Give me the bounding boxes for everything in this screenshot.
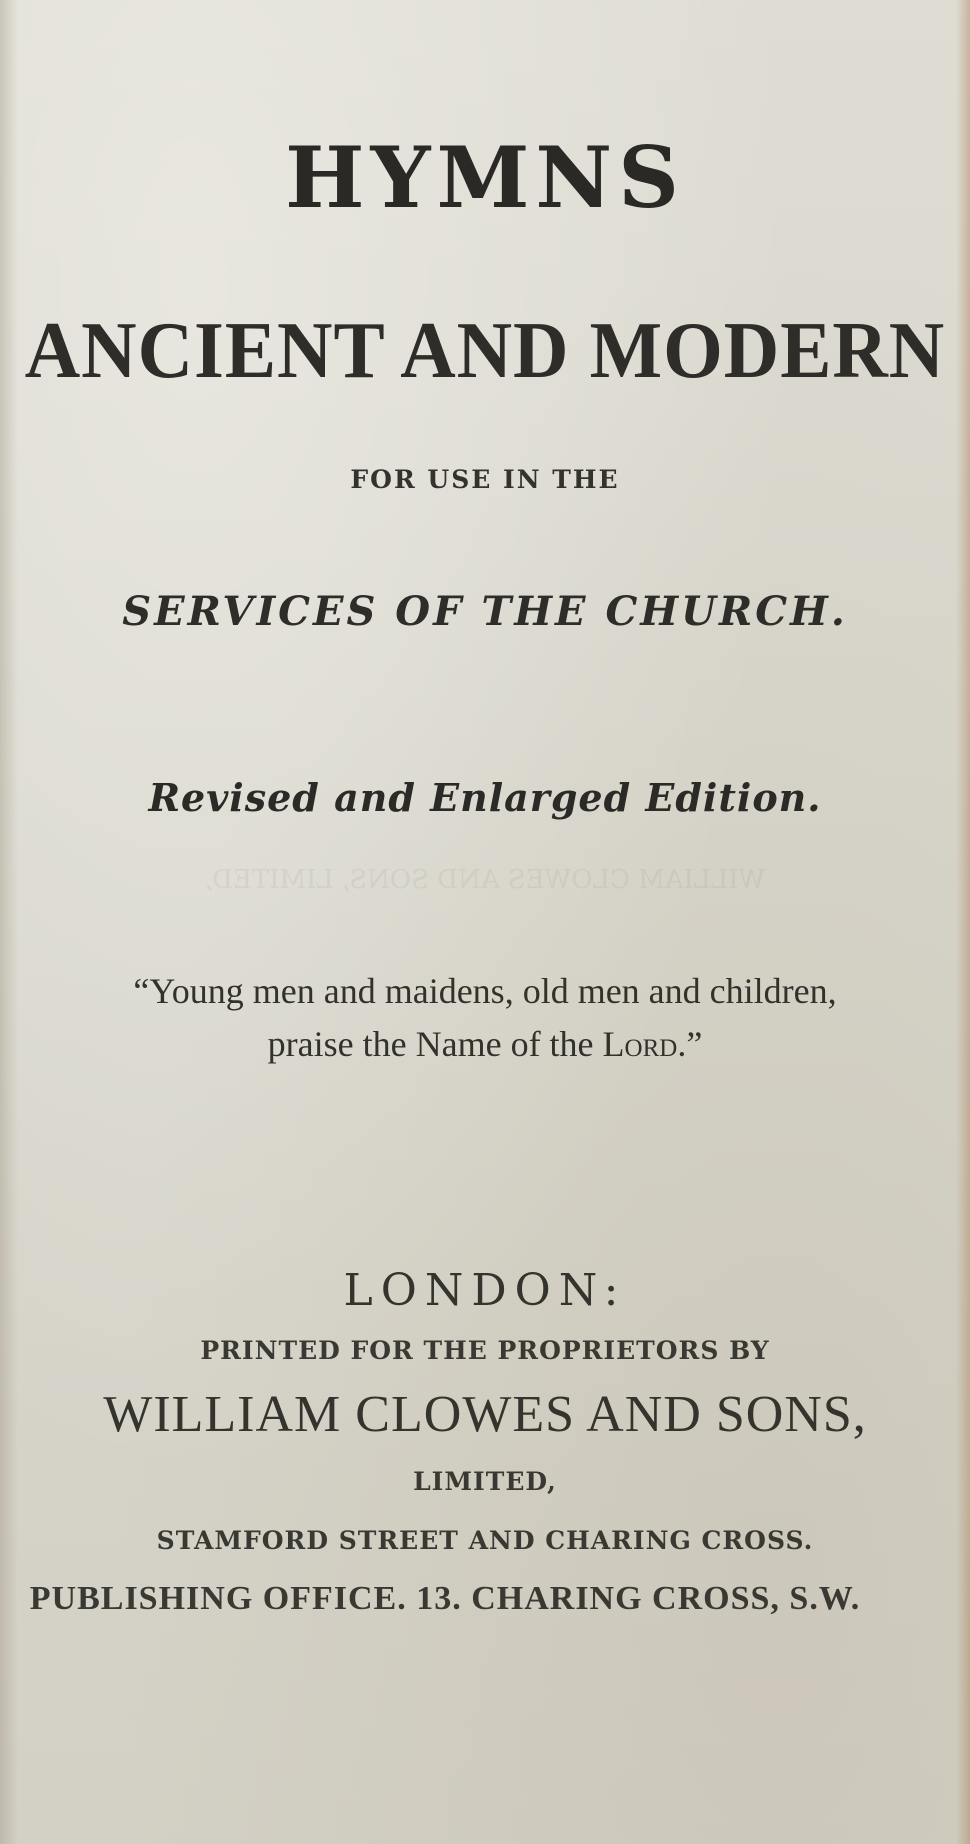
imprint-printer: WILLIAM CLOWES AND SONS,: [103, 1386, 867, 1443]
epigraph-line-2: [0, 1023, 970, 1065]
book-title: HYMNS: [285, 128, 685, 227]
imprint-publishing-office: PUBLISHING OFFICE. 13. CHARING CROSS, S.W.: [29, 1580, 861, 1617]
page-edge-stain: [956, 0, 970, 1844]
imprint-printed-for: PRINTED FOR THE PROPRIETORS BY: [200, 1336, 770, 1365]
imprint-limited: LIMITED,: [413, 1467, 557, 1496]
epigraph-line-1: “Young men and maidens, old men and children,: [133, 971, 837, 1011]
epigraph-line-2-end: .”: [677, 1024, 703, 1064]
imprint-address: STAMFORD STREET AND CHARING CROSS.: [156, 1526, 814, 1555]
page-edge-shadow: [0, 0, 18, 1844]
show-through-text: WILLIAM CLOWES AND SONS, LIMITED,: [204, 865, 766, 895]
imprint-city: LONDON:: [343, 1265, 627, 1316]
for-use-line: FOR USE IN THE: [350, 465, 620, 494]
book-subtitle: ANCIENT AND MODERN: [24, 307, 946, 395]
services-line: SERVICES OF THE CHURCH.: [122, 588, 848, 635]
epigraph-line-2-start: praise the Name of the: [267, 1024, 603, 1064]
epigraph-lord: Lord: [602, 1024, 678, 1064]
edition-line: Revised and Enlarged Edition.: [148, 775, 822, 820]
